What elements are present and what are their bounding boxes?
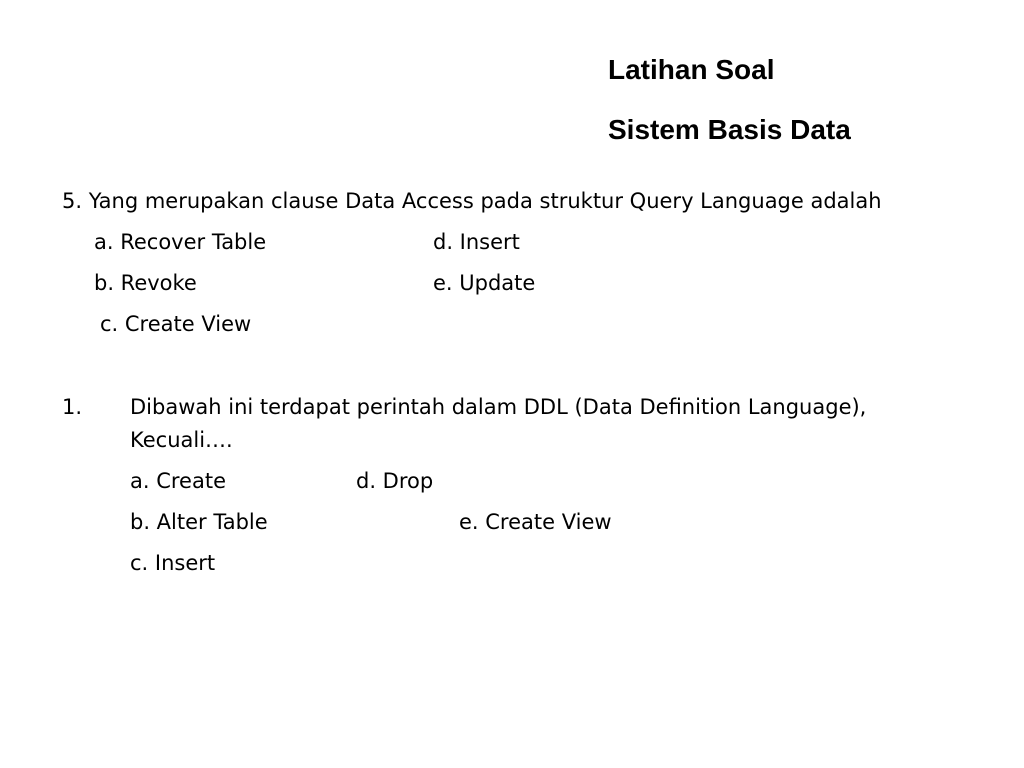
- question-5-option-a: a. Recover Table: [94, 230, 267, 254]
- slide-title: Latihan Soal: [608, 54, 775, 85]
- question-5-text: 5. Yang merupakan clause Data Access pada struktur Query Language adalah: [62, 189, 882, 213]
- question-5-option-d: d. Insert: [433, 230, 520, 254]
- question-1-option-c: c. Insert: [130, 551, 216, 575]
- question-1-option-e: e. Create View: [459, 510, 612, 534]
- question-1-text-line2: Kecuali….: [130, 428, 233, 452]
- question-5-option-e: e. Update: [433, 271, 536, 295]
- slide-subtitle: Sistem Basis Data: [608, 114, 851, 145]
- question-1-option-b: b. Alter Table: [130, 510, 268, 534]
- question-1-text-line1: Dibawah ini terdapat perintah dalam DDL (Data Definition Language),: [130, 395, 867, 419]
- question-1-option-a: a. Create: [130, 469, 226, 493]
- question-1-option-d: d. Drop: [356, 469, 434, 493]
- question-1-number: 1.: [62, 395, 83, 419]
- question-5-option-c: c. Create View: [100, 312, 252, 336]
- question-5-option-b: b. Revoke: [94, 271, 197, 295]
